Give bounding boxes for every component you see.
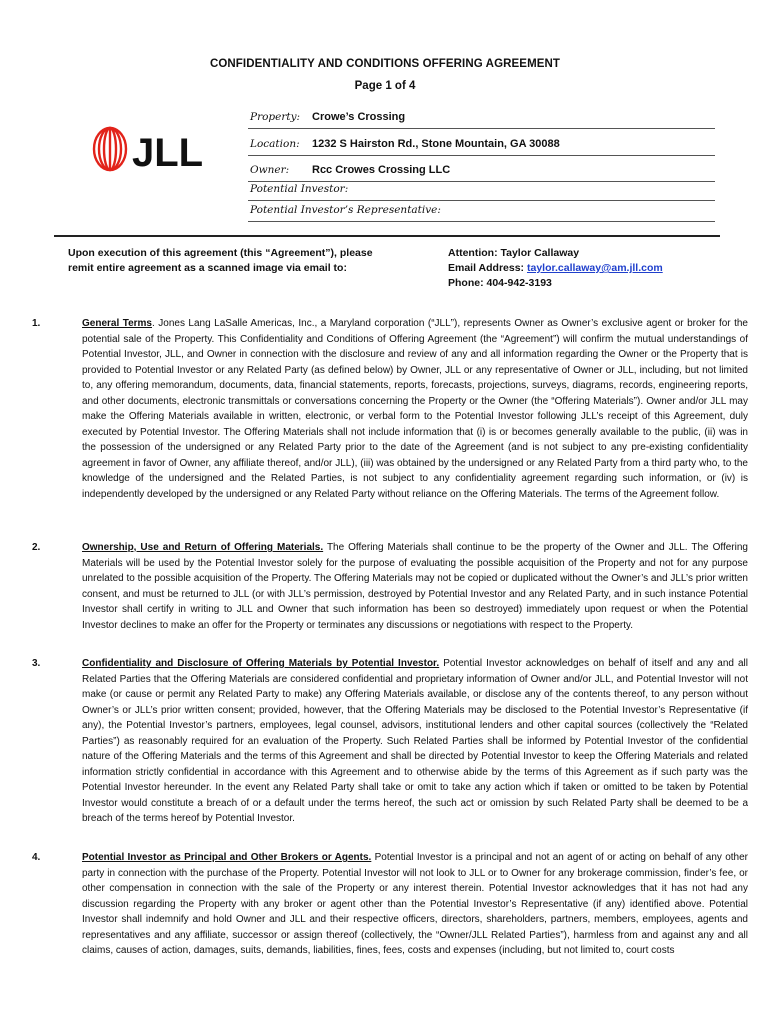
owner-value: Rcc Crowes Crossing LLC xyxy=(312,164,451,176)
divider xyxy=(248,128,715,129)
jll-logo-mark xyxy=(94,128,126,170)
divider xyxy=(248,200,715,201)
section-number: 2. xyxy=(32,542,41,553)
property-row xyxy=(250,111,406,123)
section-number: 1. xyxy=(32,318,41,329)
section-heading: General Terms xyxy=(82,318,152,329)
document-title: CONFIDENTIALITY AND CONDITIONS OFFERING AGREEMENT xyxy=(209,58,561,70)
section-body: Potential Investor acknowledges on behalf of itself and any and all Related Parties that the Offering Materials are considered confidential and proprietary information of Owner and/or JLL, and Potential Investor will not make (or cause or permit any Related Party to make) any Offering Materials available, or disclose any of the contents thereof, to any person without Owner’s or JLL’s prior written consent; provided, however, that the Offering Materials may be disclosed to the Potential Investor’s Representative (if any), the Potential Investor’s partners, employees, legal counsel, advisors, institutional lenders and other capital sources (collectively the “Related Parties”) as reasonably required for an evaluation of the Property. Such Related Parties shall be informed by Potential Investor of the confidential nature of the Offering Materials and the terms of this Agreement and shall be directed by Potential Investor to keep the Offering Materials and related information strictly confidential in accordance with this Agreement and to otherwise abide by the terms of this Agreement as if such party was the Potential Investor hereunder. In the event any Related Party shall take or omit to take any action which if taken or omitted to be taken by Potential Investor would constitute a breach of or a default under the terms hereof, the such act or omission by such Related Party shall be deemed to be a breach of the terms hereof by Potential Investor. xyxy=(82,658,748,824)
jll-logo-text: JLL xyxy=(132,131,204,172)
section-number: 4. xyxy=(32,852,41,863)
section-text xyxy=(82,540,748,633)
instruction-line: remit entire agreement as a scanned image via email to: xyxy=(68,262,347,274)
section-body: Potential Investor is a principal and not an agent of or acting on behalf of any other party in connection with the purchase of the Property. Potential Investor will not look to JLL or to Owner for any brokerage commission, finder’s fee, or other compensation in connection with the sale of the Property or any interest therein. Potential Investor acknowledges that it has not had any discussion regarding the Property with any broker or agent other than the Potential Investor’s Representative (if any) identified above. Potential Investor shall indemnify and hold Owner and JLL and their respective officers, directors, shareholders, partners, members, employees, agents and representatives and any affiliate, successor or assign thereof (collectively, the “Owner/JLL Related Parties”), harmless from and against any and all claims, causes of action, damages, suits, demands, liabilities, fines, fees, costs and expenses (including, but not limited to, court costs xyxy=(82,852,748,956)
email-label: Email Address: xyxy=(448,262,527,274)
phone-line: Phone: 404-942-3193 xyxy=(448,277,552,289)
potential-investor-row xyxy=(250,183,348,195)
investor-rep-label: Potential Investor’s Representative: xyxy=(250,204,441,216)
location-row xyxy=(250,138,560,150)
section-text xyxy=(82,656,748,827)
location-value: 1232 S Hairston Rd., Stone Mountain, GA 30088 xyxy=(312,138,560,150)
submission-instructions xyxy=(68,246,418,276)
section-heading: Ownership, Use and Return of Offering Materials. xyxy=(82,542,324,553)
divider xyxy=(248,181,715,182)
section-divider xyxy=(54,235,720,237)
property-value: Crowe’s Crossing xyxy=(312,111,406,123)
section-heading: Confidentiality and Disclosure of Offering Materials by Potential Investor. xyxy=(82,658,440,669)
section-text xyxy=(82,316,748,502)
section-heading: Potential Investor as Principal and Other Brokers or Agents. xyxy=(82,852,372,863)
property-label: Property: xyxy=(250,111,301,123)
divider xyxy=(248,155,715,156)
instruction-line: Upon execution of this agreement (this “Agreement”), please xyxy=(68,247,373,259)
potential-investor-label: Potential Investor: xyxy=(250,183,349,195)
section-text xyxy=(82,850,748,959)
section-number: 3. xyxy=(32,658,41,669)
attention-line: Attention: Taylor Callaway xyxy=(448,247,580,259)
section-body: . Jones Lang LaSalle Americas, Inc., a Maryland corporation (“JLL”), represents Owner as Owner’s exclusive agent or broker for the potential sale of the Property. This Confidentiality and Conditions of Offering Agreement (the “Agreement”) will confirm the mutual understandings of Potential Investor, JLL, and Owner in connection with the disclosure and review of any and all information regarding the Owner or the Property that is provided to Potential Investor or any Related Party (as defined below) by Owner, JLL or any representative of Owner or JLL, including, but not limited to, any offering memorandum, documents, data, financial statements, reports, forecasts, projections, surveys, diagrams, records, engineering reports, and other documents, electronic transmittals or conversations concerning the Property or the Owner (the “Offering Materials”). Owner and/or JLL may make the Offering Materials available in written, electronic, or verbal form to the Potential Investor following JLL’s receipt of this Agreement, duly executed by Potential Investor. The Offering Materials shall not include information that (i) is or becomes generally available to the public, (ii) was in the possession of the undersigned or any Related Party prior to the date of the Agreement (and is not subject to any pre-existing confidentiality agreement in favor of Owner, any affiliate thereof, and/or JLL), (iii) was obtained by the undersigned or any Related Party from a third party who, to the knowledge of the undersigned and the Related Parties, is not subject to any confidentiality agreement regarding such information, or (iv) is independently developed by the undersigned or any Related Party without reliance on the Offering Materials. The terms of the Agreement follow. xyxy=(82,318,748,500)
contact-block xyxy=(448,246,728,291)
section-body: The Offering Materials shall continue to be the property of the Owner and JLL. The Offering Materials will be used by the Potential Investor solely for the purpose of evaluating the possible acquisition of the Property and not for any purpose unrelated to the possible acquisition of the Property. The Offering Materials may not be copied or duplicated without the Owner’s and JLL’s prior written consent, and must be returned to JLL (or with JLL’s permission, destroyed by Potential Investor and any Related Party, and in such instance Potential Investor shall certify in writing to JLL and Owner that such information has been so destroyed) immediately upon request or when the Potential Investor declines to make an offer for the Property or terminates any discussions or negotiations with respect to the Property. xyxy=(82,542,748,631)
page-indicator: Page 1 of 4 xyxy=(354,80,416,92)
location-label: Location: xyxy=(250,138,300,150)
jll-logo xyxy=(92,126,214,172)
owner-row xyxy=(250,164,451,176)
divider xyxy=(248,221,715,222)
owner-label: Owner: xyxy=(250,164,290,176)
email-line xyxy=(448,261,728,276)
email-link[interactable]: taylor.callaway@am.jll.com xyxy=(526,262,663,274)
investor-rep-row xyxy=(250,204,441,216)
